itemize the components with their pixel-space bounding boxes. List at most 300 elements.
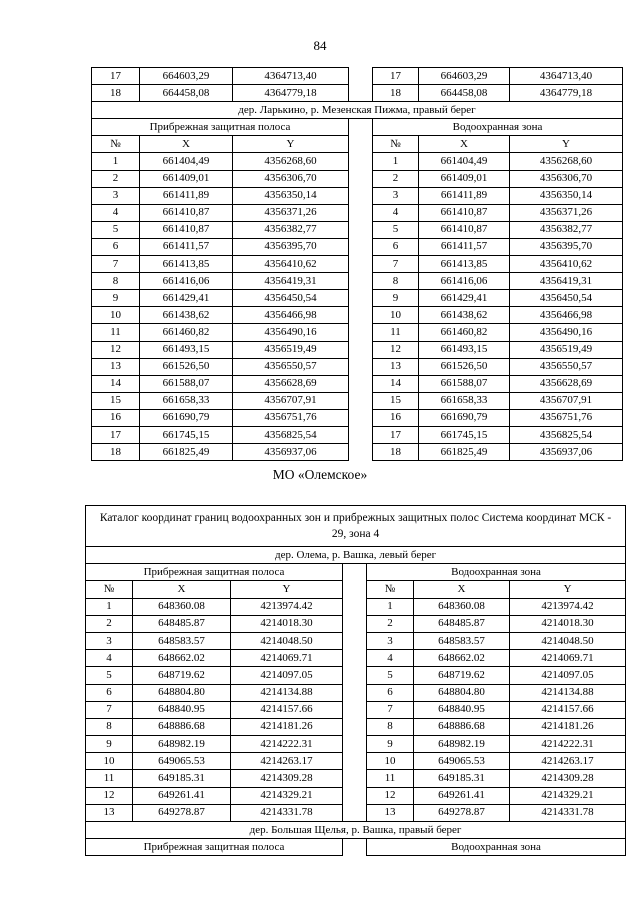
col-number-header: № bbox=[367, 581, 414, 598]
table-body bbox=[92, 153, 623, 461]
y-coordinate: 4356628,69 bbox=[510, 375, 623, 392]
table-row bbox=[92, 409, 623, 426]
table-row bbox=[92, 204, 623, 221]
column-gap bbox=[343, 615, 367, 632]
x-coordinate: 661460,82 bbox=[419, 324, 510, 341]
col-number-header: № bbox=[86, 581, 133, 598]
y-coordinate: 4356466,98 bbox=[510, 307, 623, 324]
table-row bbox=[86, 615, 626, 632]
point-number: 4 bbox=[367, 650, 414, 667]
x-coordinate: 649185.31 bbox=[133, 770, 231, 787]
x-coordinate: 648662.02 bbox=[133, 650, 231, 667]
table-row bbox=[92, 68, 623, 85]
x-coordinate: 648360.08 bbox=[414, 598, 510, 615]
point-number: 7 bbox=[92, 256, 140, 273]
table-row bbox=[92, 341, 623, 358]
x-coordinate: 661429,41 bbox=[140, 290, 233, 307]
column-gap bbox=[343, 718, 367, 735]
x-coordinate: 661690,79 bbox=[419, 409, 510, 426]
point-number: 1 bbox=[367, 598, 414, 615]
y-coordinate: 4356550,57 bbox=[233, 358, 349, 375]
column-gap bbox=[349, 204, 373, 221]
table-row bbox=[86, 753, 626, 770]
x-coordinate: 648982.19 bbox=[133, 736, 231, 753]
column-gap bbox=[349, 68, 373, 85]
location-row bbox=[86, 822, 626, 839]
y-coordinate: 4356410,62 bbox=[233, 256, 349, 273]
point-number: 1 bbox=[86, 598, 133, 615]
table-row bbox=[92, 392, 623, 409]
y-coordinate: 4214018.30 bbox=[231, 615, 343, 632]
table-row bbox=[92, 290, 623, 307]
y-coordinate: 4214048.50 bbox=[231, 632, 343, 649]
mo-title: МО «Олемское» bbox=[272, 467, 368, 482]
table-row bbox=[92, 187, 623, 204]
x-coordinate: 661410,87 bbox=[419, 204, 510, 221]
y-coordinate: 4356490,16 bbox=[233, 324, 349, 341]
point-number: 12 bbox=[367, 787, 414, 804]
y-coordinate: 4214097.05 bbox=[231, 667, 343, 684]
y-coordinate: 4213974.42 bbox=[231, 598, 343, 615]
coastal-strip-heading: Прибрежная защитная полоса bbox=[86, 564, 343, 581]
y-coordinate: 4356707,91 bbox=[510, 392, 623, 409]
y-coordinate: 4356395,70 bbox=[233, 238, 349, 255]
col-x-header: X bbox=[419, 136, 510, 153]
point-number: 3 bbox=[367, 632, 414, 649]
col-y-header: Y bbox=[233, 136, 349, 153]
catalog-title: Каталог координат границ водоохранных зон и прибрежных защитных полос Система координат МСК - 29, зона 4 bbox=[86, 506, 626, 547]
location-heading: дер. Большая Щелья, р. Вашка, правый берег bbox=[86, 822, 626, 839]
zone-header-row bbox=[92, 119, 623, 136]
y-coordinate: 4356350,14 bbox=[233, 187, 349, 204]
table-body bbox=[86, 598, 626, 821]
column-gap bbox=[343, 581, 367, 598]
x-coordinate: 661416,06 bbox=[140, 273, 233, 290]
y-coordinate: 4356550,57 bbox=[510, 358, 623, 375]
x-coordinate: 648719.62 bbox=[414, 667, 510, 684]
col-y-header: Y bbox=[510, 581, 626, 598]
column-gap bbox=[343, 787, 367, 804]
y-coordinate: 4356628,69 bbox=[233, 375, 349, 392]
x-coordinate: 661588,07 bbox=[419, 375, 510, 392]
point-number: 10 bbox=[92, 307, 140, 324]
x-coordinate: 648360.08 bbox=[133, 598, 231, 615]
y-coordinate: 4214069.71 bbox=[231, 650, 343, 667]
point-number: 10 bbox=[367, 753, 414, 770]
y-coordinate: 4356466,98 bbox=[233, 307, 349, 324]
y-coordinate: 4214309.28 bbox=[510, 770, 626, 787]
point-number: 17 bbox=[92, 68, 140, 85]
y-coordinate: 4356371,26 bbox=[233, 204, 349, 221]
point-number: 12 bbox=[373, 341, 419, 358]
y-coordinate: 4356371,26 bbox=[510, 204, 623, 221]
y-coordinate: 4356382,77 bbox=[233, 221, 349, 238]
table-row bbox=[92, 153, 623, 170]
x-coordinate: 661416,06 bbox=[419, 273, 510, 290]
x-coordinate: 661658,33 bbox=[419, 392, 510, 409]
x-coordinate: 648719.62 bbox=[133, 667, 231, 684]
x-coordinate: 649065.53 bbox=[133, 753, 231, 770]
x-coordinate: 648485.87 bbox=[133, 615, 231, 632]
y-coordinate: 4214263.17 bbox=[510, 753, 626, 770]
x-coordinate: 648804.80 bbox=[414, 684, 510, 701]
x-coordinate: 661825,49 bbox=[140, 444, 233, 461]
point-number: 14 bbox=[373, 375, 419, 392]
point-number: 13 bbox=[373, 358, 419, 375]
location-heading: дер. Олема, р. Вашка, левый берег bbox=[86, 547, 626, 564]
column-gap bbox=[349, 273, 373, 290]
coastal-strip-heading: Прибрежная защитная полоса bbox=[92, 119, 349, 136]
col-y-header: Y bbox=[231, 581, 343, 598]
point-number: 3 bbox=[92, 187, 140, 204]
point-number: 5 bbox=[373, 221, 419, 238]
coordinates-table-larkino bbox=[91, 67, 623, 461]
point-number: 2 bbox=[373, 170, 419, 187]
x-coordinate: 649278.87 bbox=[414, 804, 510, 821]
point-number: 18 bbox=[92, 444, 140, 461]
x-coordinate: 661745,15 bbox=[419, 426, 510, 443]
point-number: 13 bbox=[86, 804, 133, 821]
y-coordinate: 4214018.30 bbox=[510, 615, 626, 632]
table-row bbox=[92, 273, 623, 290]
column-gap bbox=[349, 409, 373, 426]
column-gap bbox=[343, 650, 367, 667]
y-coordinate: 4214222.31 bbox=[510, 736, 626, 753]
point-number: 3 bbox=[373, 187, 419, 204]
point-number: 7 bbox=[367, 701, 414, 718]
x-coordinate: 649261.41 bbox=[414, 787, 510, 804]
x-coordinate: 661438,62 bbox=[419, 307, 510, 324]
table-row bbox=[92, 426, 623, 443]
x-coordinate: 661411,57 bbox=[140, 238, 233, 255]
point-number: 5 bbox=[367, 667, 414, 684]
table-row bbox=[86, 632, 626, 649]
x-coordinate: 661410,87 bbox=[140, 221, 233, 238]
y-coordinate: 4356450,54 bbox=[510, 290, 623, 307]
point-number: 9 bbox=[92, 290, 140, 307]
y-coordinate: 4356268,60 bbox=[233, 153, 349, 170]
y-coordinate: 4356395,70 bbox=[510, 238, 623, 255]
y-coordinate: 4356751,76 bbox=[233, 409, 349, 426]
x-coordinate: 664603,29 bbox=[140, 68, 233, 85]
y-coordinate: 4214329.21 bbox=[231, 787, 343, 804]
column-gap bbox=[349, 444, 373, 461]
x-coordinate: 661409,01 bbox=[140, 170, 233, 187]
point-number: 6 bbox=[367, 684, 414, 701]
coordinates-table-olema bbox=[85, 505, 626, 856]
column-gap bbox=[349, 187, 373, 204]
y-coordinate: 4214134.88 bbox=[510, 684, 626, 701]
y-coordinate: 4364779,18 bbox=[233, 85, 349, 102]
table-row bbox=[92, 324, 623, 341]
col-y-header: Y bbox=[510, 136, 623, 153]
point-number: 15 bbox=[92, 392, 140, 409]
y-coordinate: 4356450,54 bbox=[233, 290, 349, 307]
x-coordinate: 649278.87 bbox=[133, 804, 231, 821]
point-number: 16 bbox=[92, 409, 140, 426]
point-number: 4 bbox=[373, 204, 419, 221]
y-coordinate: 4214181.26 bbox=[510, 718, 626, 735]
column-gap bbox=[349, 170, 373, 187]
x-coordinate: 661410,87 bbox=[419, 221, 510, 238]
table-row bbox=[92, 170, 623, 187]
y-coordinate: 4356937,06 bbox=[510, 444, 623, 461]
y-coordinate: 4213974.42 bbox=[510, 598, 626, 615]
column-gap bbox=[349, 392, 373, 409]
x-coordinate: 648982.19 bbox=[414, 736, 510, 753]
column-gap bbox=[343, 839, 367, 856]
y-coordinate: 4214134.88 bbox=[231, 684, 343, 701]
y-coordinate: 4214048.50 bbox=[510, 632, 626, 649]
x-coordinate: 648840.95 bbox=[133, 701, 231, 718]
x-coordinate: 661493,15 bbox=[419, 341, 510, 358]
point-number: 12 bbox=[92, 341, 140, 358]
y-coordinate: 4364713,40 bbox=[510, 68, 623, 85]
x-coordinate: 661745,15 bbox=[140, 426, 233, 443]
x-coordinate: 661526,50 bbox=[419, 358, 510, 375]
column-gap bbox=[349, 324, 373, 341]
location-row bbox=[92, 102, 623, 119]
y-coordinate: 4214157.66 bbox=[510, 701, 626, 718]
x-coordinate: 648583.57 bbox=[133, 632, 231, 649]
x-coordinate: 664458,08 bbox=[140, 85, 233, 102]
x-coordinate: 649065.53 bbox=[414, 753, 510, 770]
table-row bbox=[86, 804, 626, 821]
x-coordinate: 661413,85 bbox=[140, 256, 233, 273]
point-number: 8 bbox=[86, 718, 133, 735]
x-coordinate: 648662.02 bbox=[414, 650, 510, 667]
col-x-header: X bbox=[414, 581, 510, 598]
x-coordinate: 661409,01 bbox=[419, 170, 510, 187]
column-gap bbox=[349, 119, 373, 136]
point-number: 1 bbox=[92, 153, 140, 170]
y-coordinate: 4356937,06 bbox=[233, 444, 349, 461]
point-number: 9 bbox=[367, 736, 414, 753]
y-coordinate: 4214181.26 bbox=[231, 718, 343, 735]
column-gap bbox=[343, 684, 367, 701]
table-row bbox=[92, 375, 623, 392]
point-number: 8 bbox=[92, 273, 140, 290]
water-protection-zone-heading: Водоохранная зона bbox=[367, 839, 626, 856]
table-row bbox=[86, 736, 626, 753]
table-row bbox=[92, 358, 623, 375]
y-coordinate: 4214329.21 bbox=[510, 787, 626, 804]
point-number: 11 bbox=[86, 770, 133, 787]
column-gap bbox=[349, 358, 373, 375]
x-coordinate: 661438,62 bbox=[140, 307, 233, 324]
column-header-row bbox=[92, 136, 623, 153]
x-coordinate: 661404,49 bbox=[419, 153, 510, 170]
y-coordinate: 4214157.66 bbox=[231, 701, 343, 718]
point-number: 9 bbox=[373, 290, 419, 307]
point-number: 6 bbox=[373, 238, 419, 255]
point-number: 17 bbox=[92, 426, 140, 443]
point-number: 16 bbox=[373, 409, 419, 426]
column-gap bbox=[343, 632, 367, 649]
x-coordinate: 661413,85 bbox=[419, 256, 510, 273]
y-coordinate: 4356382,77 bbox=[510, 221, 623, 238]
y-coordinate: 4356306,70 bbox=[233, 170, 349, 187]
column-gap bbox=[349, 153, 373, 170]
y-coordinate: 4214309.28 bbox=[231, 770, 343, 787]
y-coordinate: 4356707,91 bbox=[233, 392, 349, 409]
point-number: 18 bbox=[92, 85, 140, 102]
column-gap bbox=[349, 426, 373, 443]
point-number: 2 bbox=[367, 615, 414, 632]
x-coordinate: 648886.68 bbox=[414, 718, 510, 735]
location-heading: дер. Ларькино, р. Мезенская Пижма, правый берег bbox=[92, 102, 623, 119]
column-gap bbox=[343, 564, 367, 581]
table-row bbox=[86, 787, 626, 804]
column-gap bbox=[349, 290, 373, 307]
point-number: 6 bbox=[92, 238, 140, 255]
x-coordinate: 661588,07 bbox=[140, 375, 233, 392]
x-coordinate: 664458,08 bbox=[419, 85, 510, 102]
point-number: 15 bbox=[373, 392, 419, 409]
column-gap bbox=[349, 307, 373, 324]
y-coordinate: 4364779,18 bbox=[510, 85, 623, 102]
column-gap bbox=[349, 341, 373, 358]
y-coordinate: 4356825,54 bbox=[233, 426, 349, 443]
y-coordinate: 4356490,16 bbox=[510, 324, 623, 341]
y-coordinate: 4214222.31 bbox=[231, 736, 343, 753]
point-number: 10 bbox=[86, 753, 133, 770]
point-number: 12 bbox=[86, 787, 133, 804]
col-x-header: X bbox=[133, 581, 231, 598]
table-row bbox=[86, 667, 626, 684]
table-row bbox=[92, 444, 623, 461]
point-number: 10 bbox=[373, 307, 419, 324]
x-coordinate: 648804.80 bbox=[133, 684, 231, 701]
y-coordinate: 4364713,40 bbox=[233, 68, 349, 85]
water-protection-zone-heading: Водоохранная зона bbox=[373, 119, 623, 136]
column-gap bbox=[343, 701, 367, 718]
x-coordinate: 661493,15 bbox=[140, 341, 233, 358]
x-coordinate: 661411,89 bbox=[419, 187, 510, 204]
column-header-row bbox=[86, 581, 626, 598]
table-row bbox=[86, 701, 626, 718]
point-number: 4 bbox=[86, 650, 133, 667]
table-row bbox=[92, 256, 623, 273]
col-number-header: № bbox=[373, 136, 419, 153]
column-gap bbox=[343, 736, 367, 753]
point-number: 14 bbox=[92, 375, 140, 392]
column-gap bbox=[343, 770, 367, 787]
point-number: 4 bbox=[92, 204, 140, 221]
table-row bbox=[86, 718, 626, 735]
point-number: 13 bbox=[367, 804, 414, 821]
zone-header-row bbox=[86, 839, 626, 856]
point-number: 9 bbox=[86, 736, 133, 753]
page-number: 84 bbox=[313, 38, 327, 53]
y-coordinate: 4356519,49 bbox=[233, 341, 349, 358]
point-number: 6 bbox=[86, 684, 133, 701]
point-number: 2 bbox=[92, 170, 140, 187]
y-coordinate: 4356825,54 bbox=[510, 426, 623, 443]
point-number: 8 bbox=[367, 718, 414, 735]
column-gap bbox=[349, 221, 373, 238]
x-coordinate: 661526,50 bbox=[140, 358, 233, 375]
table-row bbox=[92, 307, 623, 324]
y-coordinate: 4356419,31 bbox=[510, 273, 623, 290]
x-coordinate: 664603,29 bbox=[419, 68, 510, 85]
x-coordinate: 661460,82 bbox=[140, 324, 233, 341]
col-number-header: № bbox=[92, 136, 140, 153]
y-coordinate: 4214331.78 bbox=[510, 804, 626, 821]
column-gap bbox=[343, 598, 367, 615]
y-coordinate: 4356519,49 bbox=[510, 341, 623, 358]
point-number: 17 bbox=[373, 426, 419, 443]
point-number: 7 bbox=[373, 256, 419, 273]
column-gap bbox=[343, 753, 367, 770]
y-coordinate: 4356419,31 bbox=[233, 273, 349, 290]
x-coordinate: 661690,79 bbox=[140, 409, 233, 426]
point-number: 18 bbox=[373, 85, 419, 102]
x-coordinate: 648840.95 bbox=[414, 701, 510, 718]
x-coordinate: 661429,41 bbox=[419, 290, 510, 307]
table-row bbox=[86, 650, 626, 667]
y-coordinate: 4356306,70 bbox=[510, 170, 623, 187]
point-number: 8 bbox=[373, 273, 419, 290]
x-coordinate: 661825,49 bbox=[419, 444, 510, 461]
x-coordinate: 661411,89 bbox=[140, 187, 233, 204]
y-coordinate: 4356751,76 bbox=[510, 409, 623, 426]
y-coordinate: 4356410,62 bbox=[510, 256, 623, 273]
catalog-title-row bbox=[86, 506, 626, 547]
column-gap bbox=[343, 804, 367, 821]
x-coordinate: 661411,57 bbox=[419, 238, 510, 255]
x-coordinate: 649185.31 bbox=[414, 770, 510, 787]
column-gap bbox=[349, 136, 373, 153]
x-coordinate: 648583.57 bbox=[414, 632, 510, 649]
zone-header-row bbox=[86, 564, 626, 581]
point-number: 11 bbox=[367, 770, 414, 787]
x-coordinate: 649261.41 bbox=[133, 787, 231, 804]
y-coordinate: 4356268,60 bbox=[510, 153, 623, 170]
table-row bbox=[92, 238, 623, 255]
table-row bbox=[86, 684, 626, 701]
x-coordinate: 661658,33 bbox=[140, 392, 233, 409]
point-number: 2 bbox=[86, 615, 133, 632]
col-x-header: X bbox=[140, 136, 233, 153]
point-number: 18 bbox=[373, 444, 419, 461]
y-coordinate: 4356350,14 bbox=[510, 187, 623, 204]
point-number: 17 bbox=[373, 68, 419, 85]
column-gap bbox=[349, 375, 373, 392]
table-row bbox=[92, 221, 623, 238]
column-gap bbox=[349, 256, 373, 273]
coastal-strip-heading: Прибрежная защитная полоса bbox=[86, 839, 343, 856]
point-number: 13 bbox=[92, 358, 140, 375]
point-number: 3 bbox=[86, 632, 133, 649]
point-number: 11 bbox=[92, 324, 140, 341]
point-number: 5 bbox=[92, 221, 140, 238]
y-coordinate: 4214069.71 bbox=[510, 650, 626, 667]
y-coordinate: 4214263.17 bbox=[231, 753, 343, 770]
point-number: 11 bbox=[373, 324, 419, 341]
x-coordinate: 648886.68 bbox=[133, 718, 231, 735]
water-protection-zone-heading: Водоохранная зона bbox=[367, 564, 626, 581]
x-coordinate: 661404,49 bbox=[140, 153, 233, 170]
y-coordinate: 4214097.05 bbox=[510, 667, 626, 684]
point-number: 7 bbox=[86, 701, 133, 718]
y-coordinate: 4214331.78 bbox=[231, 804, 343, 821]
location-row bbox=[86, 547, 626, 564]
column-gap bbox=[349, 238, 373, 255]
table-row bbox=[92, 85, 623, 102]
point-number: 5 bbox=[86, 667, 133, 684]
point-number: 1 bbox=[373, 153, 419, 170]
